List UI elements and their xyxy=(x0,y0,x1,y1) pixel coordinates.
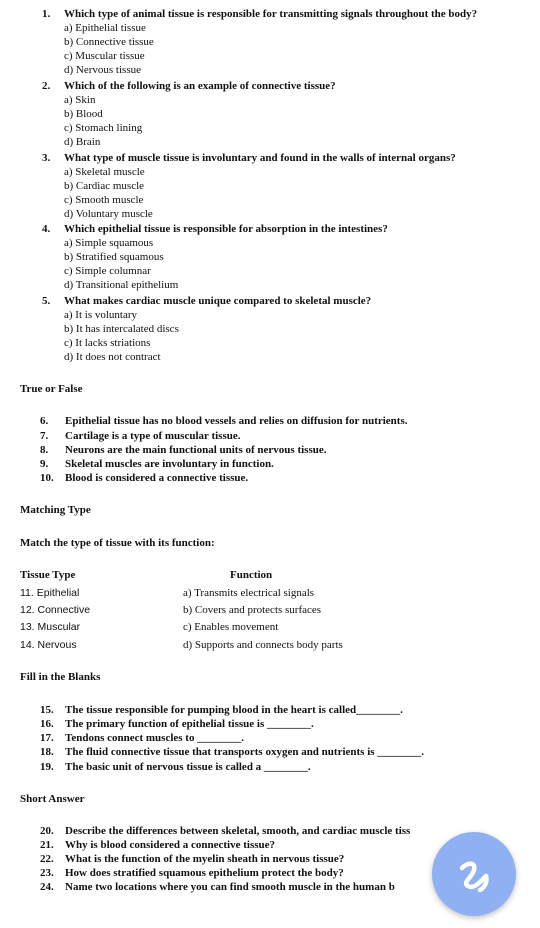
column-header-tissue: Tissue Type xyxy=(20,569,76,581)
option: b) Cardiac muscle xyxy=(64,180,145,192)
statement-10: 10. Blood is considered a connective tissue. xyxy=(40,472,249,484)
function-cell: b) Covers and protects surfaces xyxy=(183,604,322,616)
floating-action-button[interactable] xyxy=(432,832,516,916)
option: b) Blood xyxy=(64,108,103,120)
short-20: 20. Describe the differences between skeletal, smooth, and cardiac muscle tiss xyxy=(40,825,411,837)
question-4: 4. Which epithelial tissue is responsible for absorption in the intestines? xyxy=(42,223,388,235)
option: d) Transitional epithelium xyxy=(64,279,179,291)
option: c) Simple columnar xyxy=(64,265,151,277)
question-3: 3. What type of muscle tissue is involuntary and found in the walls of internal organs? xyxy=(42,152,456,164)
short-21: 21. Why is blood considered a connective tissue? xyxy=(40,839,276,851)
section-heading-fill: Fill in the Blanks xyxy=(20,671,101,683)
question-2: 2. Which of the following is an example of connective tissue? xyxy=(42,80,336,92)
question-1: 1. Which type of animal tissue is responsible for transmitting signals throughout the body? xyxy=(42,8,478,20)
statement-9: 9. Skeletal muscles are involuntary in function. xyxy=(40,458,274,470)
option: a) It is voluntary xyxy=(64,309,138,321)
option: c) Smooth muscle xyxy=(64,194,144,206)
tissue-cell: 12. Connective xyxy=(20,604,91,616)
section-heading-matching: Matching Type xyxy=(20,504,91,516)
function-cell: c) Enables movement xyxy=(183,621,279,633)
function-cell: a) Transmits electrical signals xyxy=(183,587,315,599)
option: c) Muscular tissue xyxy=(64,50,145,62)
short-24: 24. Name two locations where you can find smooth muscle in the human b xyxy=(40,881,395,893)
tissue-cell: 14. Nervous xyxy=(20,639,77,651)
tissue-cell: 13. Muscular xyxy=(20,621,81,633)
tissue-cell: 11. Epithelial xyxy=(20,587,80,599)
option: a) Skin xyxy=(64,94,96,106)
statement-6: 6. Epithelial tissue has no blood vessels and relies on diffusion for nutrients. xyxy=(40,415,408,427)
function-cell: d) Supports and connects body parts xyxy=(183,639,343,651)
option: a) Skeletal muscle xyxy=(64,166,145,178)
short-23: 23. How does stratified squamous epithelium protect the body? xyxy=(40,867,344,879)
option: b) It has intercalated discs xyxy=(64,323,179,335)
option: b) Connective tissue xyxy=(64,36,154,48)
blank-19: 19. The basic unit of nervous tissue is called a ________. xyxy=(40,761,311,773)
column-header-function: Function xyxy=(230,569,273,581)
option: d) Brain xyxy=(64,136,101,148)
blank-16: 16. The primary function of epithelial tissue is ________. xyxy=(40,718,314,730)
option: d) Nervous tissue xyxy=(64,64,141,76)
blank-17: 17. Tendons connect muscles to ________. xyxy=(40,732,244,744)
question-5: 5. What makes cardiac muscle unique compared to skeletal muscle? xyxy=(42,295,372,307)
scribble-icon xyxy=(432,832,516,916)
section-heading-true-false: True or False xyxy=(20,383,83,395)
option: c) Stomach lining xyxy=(64,122,143,134)
matching-instruction: Match the type of tissue with its function: xyxy=(20,537,215,549)
option: a) Epithelial tissue xyxy=(64,22,146,34)
short-22: 22. What is the function of the myelin sheath in nervous tissue? xyxy=(40,853,345,865)
option: b) Stratified squamous xyxy=(64,251,164,263)
blank-18: 18. The fluid connective tissue that transports oxygen and nutrients is ________. xyxy=(40,746,425,758)
option: a) Simple squamous xyxy=(64,237,154,249)
statement-8: 8. Neurons are the main functional units of nervous tissue. xyxy=(40,444,327,456)
blank-15: 15. The tissue responsible for pumping blood in the heart is called________. xyxy=(40,704,403,716)
option: d) It does not contract xyxy=(64,351,161,363)
section-heading-short-answer: Short Answer xyxy=(20,793,85,805)
statement-7: 7. Cartilage is a type of muscular tissue. xyxy=(40,430,241,442)
option: c) It lacks striations xyxy=(64,337,151,349)
option: d) Voluntary muscle xyxy=(64,208,153,220)
